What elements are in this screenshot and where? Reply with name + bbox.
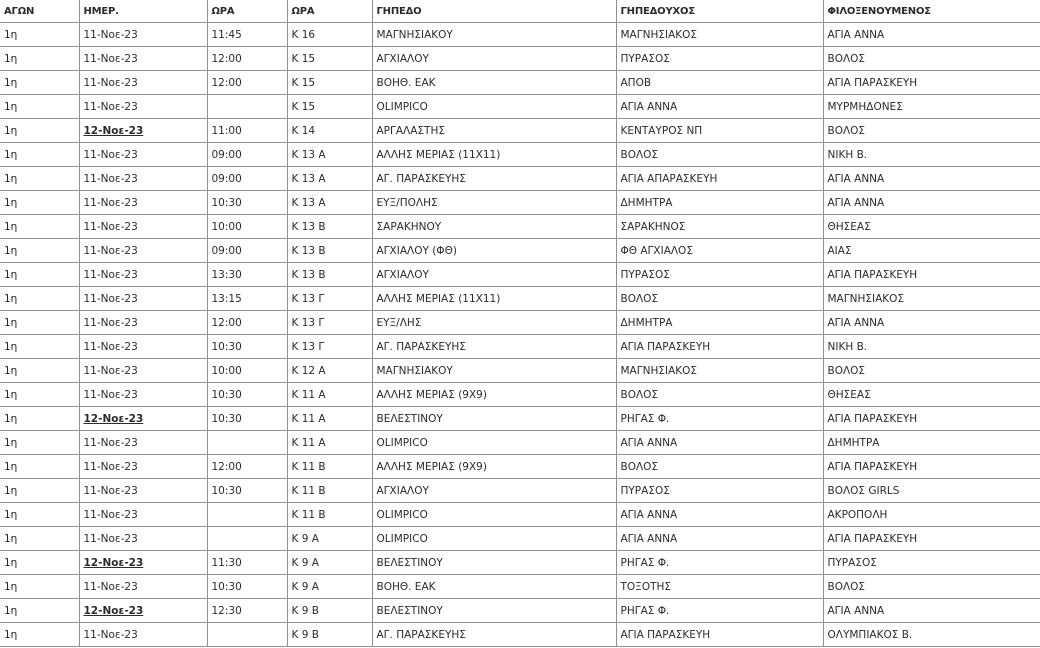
table-row[interactable] <box>0 431 1040 455</box>
date-cell[interactable]: 11-Νοε-23 <box>79 143 207 167</box>
venue-cell[interactable]: ΜΑΓΝΗΣΙΑΚΟΥ <box>372 359 616 383</box>
category-cell[interactable]: Κ 13 Β <box>287 263 372 287</box>
time-cell[interactable]: 11:30 <box>207 551 287 575</box>
category-cell[interactable]: Κ 13 Α <box>287 191 372 215</box>
table-row[interactable] <box>0 191 1040 215</box>
home-team-cell[interactable]: ΔΗΜΗΤΡΑ <box>616 311 823 335</box>
home-team-cell[interactable]: ΤΟΞΟΤΗΣ <box>616 575 823 599</box>
away-team-cell[interactable]: ΝΙΚΗ Β. <box>823 335 1040 359</box>
home-team-cell[interactable]: ΡΗΓΑΣ Φ. <box>616 599 823 623</box>
away-team-cell[interactable]: ΑΓΙΑ ΠΑΡΑΣΚΕΥΗ <box>823 527 1040 551</box>
time-cell[interactable]: 10:00 <box>207 359 287 383</box>
venue-cell[interactable]: ΑΓ. ΠΑΡΑΣΚΕΥΗΣ <box>372 335 616 359</box>
venue-cell[interactable]: ΑΓ. ΠΑΡΑΣΚΕΥΗΣ <box>372 623 616 647</box>
date-cell[interactable]: 12-Νοε-23 <box>79 551 207 575</box>
home-team-cell[interactable]: ΠΥΡΑΣΟΣ <box>616 47 823 71</box>
date-cell[interactable]: 11-Νοε-23 <box>79 359 207 383</box>
table-row[interactable] <box>0 599 1040 623</box>
away-team-cell[interactable]: ΒΟΛΟΣ <box>823 47 1040 71</box>
home-team-cell[interactable]: ΚΕΝΤΑΥΡΟΣ ΝΠ <box>616 119 823 143</box>
category-cell[interactable]: Κ 13 Α <box>287 143 372 167</box>
time-cell[interactable]: 12:00 <box>207 455 287 479</box>
round-cell[interactable]: 1η <box>0 239 79 263</box>
category-cell[interactable]: Κ 15 <box>287 95 372 119</box>
category-cell[interactable]: Κ 15 <box>287 71 372 95</box>
table-row[interactable] <box>0 311 1040 335</box>
header-date: ΗΜΕΡ. <box>79 0 207 23</box>
venue-cell[interactable]: ΑΛΛΗΣ ΜΕΡΙΑΣ (11Χ11) <box>372 287 616 311</box>
table-row[interactable] <box>0 479 1040 503</box>
date-cell[interactable]: 11-Νοε-23 <box>79 335 207 359</box>
date-cell[interactable]: 11-Νοε-23 <box>79 575 207 599</box>
home-team-cell[interactable]: ΒΟΛΟΣ <box>616 143 823 167</box>
table-body <box>0 23 1040 647</box>
table-row[interactable] <box>0 263 1040 287</box>
away-team-cell[interactable]: ΔΗΜΗΤΡΑ <box>823 431 1040 455</box>
away-team-cell[interactable]: ΑΓΙΑ ΑΝΝΑ <box>823 167 1040 191</box>
home-team-cell[interactable]: ΒΟΛΟΣ <box>616 287 823 311</box>
category-cell[interactable]: Κ 11 Α <box>287 407 372 431</box>
category-cell[interactable]: Κ 11 Α <box>287 383 372 407</box>
date-cell[interactable]: 11-Νοε-23 <box>79 383 207 407</box>
table-row[interactable] <box>0 407 1040 431</box>
venue-cell[interactable]: ΒΕΛΕΣΤΙΝΟΥ <box>372 551 616 575</box>
away-team-cell[interactable]: ΑΓΙΑ ΠΑΡΑΣΚΕΥΗ <box>823 455 1040 479</box>
round-cell[interactable]: 1η <box>0 455 79 479</box>
table-row[interactable] <box>0 23 1040 47</box>
home-team-cell[interactable]: ΜΑΓΝΗΣΙΑΚΟΣ <box>616 23 823 47</box>
time-cell[interactable] <box>207 527 287 551</box>
date-cell[interactable]: 11-Νοε-23 <box>79 623 207 647</box>
time-cell[interactable]: 13:15 <box>207 287 287 311</box>
time-cell[interactable] <box>207 95 287 119</box>
home-team-cell[interactable]: ΡΗΓΑΣ Φ. <box>616 551 823 575</box>
home-team-cell[interactable]: ΒΟΛΟΣ <box>616 455 823 479</box>
away-team-cell[interactable]: ΠΥΡΑΣΟΣ <box>823 551 1040 575</box>
away-team-cell[interactable]: ΑΓΙΑ ΑΝΝΑ <box>823 599 1040 623</box>
time-cell[interactable]: 11:00 <box>207 119 287 143</box>
time-cell[interactable]: 13:30 <box>207 263 287 287</box>
header-row <box>0 0 1040 23</box>
date-cell[interactable]: 11-Νοε-23 <box>79 431 207 455</box>
category-cell[interactable]: Κ 13 Α <box>287 167 372 191</box>
table-row[interactable] <box>0 551 1040 575</box>
round-cell[interactable]: 1η <box>0 551 79 575</box>
away-team-cell[interactable]: ΒΟΛΟΣ <box>823 359 1040 383</box>
round-cell[interactable]: 1η <box>0 335 79 359</box>
date-cell[interactable]: 11-Νοε-23 <box>79 479 207 503</box>
home-team-cell[interactable]: ΒΟΛΟΣ <box>616 383 823 407</box>
category-cell[interactable]: Κ 11 Β <box>287 455 372 479</box>
round-cell[interactable]: 1η <box>0 95 79 119</box>
venue-cell[interactable]: ΣΑΡΑΚΗΝΟΥ <box>372 215 616 239</box>
table-row[interactable] <box>0 503 1040 527</box>
category-cell[interactable]: Κ 12 Α <box>287 359 372 383</box>
home-team-cell[interactable]: ΑΓΙΑ ΑΝΝΑ <box>616 431 823 455</box>
table-row[interactable] <box>0 167 1040 191</box>
away-team-cell[interactable]: ΑΓΙΑ ΠΑΡΑΣΚΕΥΗ <box>823 407 1040 431</box>
round-cell[interactable]: 1η <box>0 143 79 167</box>
date-cell[interactable]: 11-Νοε-23 <box>79 71 207 95</box>
away-team-cell[interactable]: ΟΛΥΜΠΙΑΚΟΣ Β. <box>823 623 1040 647</box>
time-cell[interactable] <box>207 503 287 527</box>
away-team-cell[interactable]: ΝΙΚΗ Β. <box>823 143 1040 167</box>
time-cell[interactable]: 09:00 <box>207 239 287 263</box>
round-cell[interactable]: 1η <box>0 191 79 215</box>
time-cell[interactable]: 09:00 <box>207 143 287 167</box>
table-row[interactable] <box>0 383 1040 407</box>
home-team-cell[interactable]: ΣΑΡΑΚΗΝΟΣ <box>616 215 823 239</box>
time-cell[interactable]: 10:30 <box>207 407 287 431</box>
venue-cell[interactable]: ΑΓΧΙΑΛΟΥ <box>372 47 616 71</box>
date-cell[interactable]: 11-Νοε-23 <box>79 191 207 215</box>
table-row[interactable] <box>0 143 1040 167</box>
venue-cell[interactable]: ΑΓΧΙΑΛΟΥ <box>372 263 616 287</box>
table-row[interactable] <box>0 95 1040 119</box>
home-team-cell[interactable]: ΑΓΙΑ ΑΝΝΑ <box>616 95 823 119</box>
round-cell[interactable]: 1η <box>0 599 79 623</box>
away-team-cell[interactable]: ΜΥΡΜΗΔΟΝΕΣ <box>823 95 1040 119</box>
table-row[interactable] <box>0 455 1040 479</box>
table-row[interactable] <box>0 359 1040 383</box>
time-cell[interactable]: 11:45 <box>207 23 287 47</box>
round-cell[interactable]: 1η <box>0 263 79 287</box>
round-cell[interactable]: 1η <box>0 23 79 47</box>
away-team-cell[interactable]: ΑΓΙΑ ΑΝΝΑ <box>823 23 1040 47</box>
away-team-cell[interactable]: ΜΑΓΝΗΣΙΑΚΟΣ <box>823 287 1040 311</box>
home-team-cell[interactable]: ΑΠΟΒ <box>616 71 823 95</box>
date-cell[interactable]: 11-Νοε-23 <box>79 311 207 335</box>
venue-cell[interactable]: ΒΟΗΘ. ΕΑΚ <box>372 575 616 599</box>
date-cell[interactable]: 11-Νοε-23 <box>79 263 207 287</box>
header-home-team: ΓΗΠΕΔΟΥΧΟΣ <box>616 0 823 23</box>
home-team-cell[interactable]: ΦΘ ΑΓΧΙΑΛΟΣ <box>616 239 823 263</box>
round-cell[interactable]: 1η <box>0 287 79 311</box>
venue-cell[interactable]: OLIMPICO <box>372 431 616 455</box>
away-team-cell[interactable]: ΒΟΛΟΣ <box>823 119 1040 143</box>
category-cell[interactable]: Κ 13 Γ <box>287 311 372 335</box>
header-round: ΑΓΩΝ <box>0 0 79 23</box>
round-cell[interactable]: 1η <box>0 167 79 191</box>
home-team-cell[interactable]: ΠΥΡΑΣΟΣ <box>616 479 823 503</box>
date-cell[interactable]: 11-Νοε-23 <box>79 95 207 119</box>
venue-cell[interactable]: ΑΓΧΙΑΛΟΥ <box>372 479 616 503</box>
round-cell[interactable]: 1η <box>0 431 79 455</box>
category-cell[interactable]: Κ 9 Α <box>287 551 372 575</box>
home-team-cell[interactable]: ΑΓΙΑ ΠΑΡΑΣΚΕΥΗ <box>616 335 823 359</box>
venue-cell[interactable]: ΑΛΛΗΣ ΜΕΡΙΑΣ (9Χ9) <box>372 383 616 407</box>
category-cell[interactable]: Κ 9 Β <box>287 599 372 623</box>
table-row[interactable] <box>0 47 1040 71</box>
round-cell[interactable]: 1η <box>0 575 79 599</box>
away-team-cell[interactable]: ΒΟΛΟΣ <box>823 575 1040 599</box>
away-team-cell[interactable]: ΑΓΙΑ ΑΝΝΑ <box>823 191 1040 215</box>
date-cell[interactable]: 11-Νοε-23 <box>79 527 207 551</box>
time-cell[interactable] <box>207 431 287 455</box>
time-cell[interactable]: 10:30 <box>207 191 287 215</box>
venue-cell[interactable]: ΑΓΧΙΑΛΟΥ (ΦΘ) <box>372 239 616 263</box>
venue-cell[interactable]: OLIMPICO <box>372 95 616 119</box>
date-cell[interactable]: 12-Νοε-23 <box>79 599 207 623</box>
category-cell[interactable]: Κ 11 Α <box>287 431 372 455</box>
home-team-cell[interactable]: ΔΗΜΗΤΡΑ <box>616 191 823 215</box>
date-cell[interactable]: 11-Νοε-23 <box>79 167 207 191</box>
table-row[interactable] <box>0 215 1040 239</box>
venue-cell[interactable]: ΑΡΓΑΛΑΣΤΗΣ <box>372 119 616 143</box>
time-cell[interactable]: 10:00 <box>207 215 287 239</box>
table-row[interactable] <box>0 287 1040 311</box>
away-team-cell[interactable]: ΑΓΙΑ ΠΑΡΑΣΚΕΥΗ <box>823 71 1040 95</box>
venue-cell[interactable]: ΜΑΓΝΗΣΙΑΚΟΥ <box>372 23 616 47</box>
venue-cell[interactable]: ΒΕΛΕΣΤΙΝΟΥ <box>372 599 616 623</box>
round-cell[interactable]: 1η <box>0 215 79 239</box>
time-cell[interactable]: 10:30 <box>207 479 287 503</box>
away-team-cell[interactable]: ΑΙΑΣ <box>823 239 1040 263</box>
time-cell[interactable]: 12:30 <box>207 599 287 623</box>
home-team-cell[interactable]: ΡΗΓΑΣ Φ. <box>616 407 823 431</box>
header-venue: ΓΗΠΕΔΟ <box>372 0 616 23</box>
round-cell[interactable]: 1η <box>0 623 79 647</box>
away-team-cell[interactable]: ΘΗΣΕΑΣ <box>823 215 1040 239</box>
date-cell[interactable]: 11-Νοε-23 <box>79 47 207 71</box>
category-cell[interactable]: Κ 11 Β <box>287 479 372 503</box>
time-cell[interactable]: 12:00 <box>207 71 287 95</box>
venue-cell[interactable]: ΒΕΛΕΣΤΙΝΟΥ <box>372 407 616 431</box>
venue-cell[interactable]: ΑΓ. ΠΑΡΑΣΚΕΥΗΣ <box>372 167 616 191</box>
venue-cell[interactable]: OLIMPICO <box>372 527 616 551</box>
category-cell[interactable]: Κ 9 Α <box>287 575 372 599</box>
venue-cell[interactable]: ΕΥΞ/ΠΟΛΗΣ <box>372 191 616 215</box>
header-time: ΩΡΑ <box>207 0 287 23</box>
time-cell[interactable]: 12:00 <box>207 311 287 335</box>
table-row[interactable] <box>0 527 1040 551</box>
date-cell[interactable]: 11-Νοε-23 <box>79 455 207 479</box>
table-row[interactable] <box>0 575 1040 599</box>
time-cell[interactable]: 12:00 <box>207 47 287 71</box>
date-cell[interactable]: 11-Νοε-23 <box>79 23 207 47</box>
category-cell[interactable]: Κ 13 Β <box>287 239 372 263</box>
home-team-cell[interactable]: ΠΥΡΑΣΟΣ <box>616 263 823 287</box>
round-cell[interactable]: 1η <box>0 119 79 143</box>
table-row[interactable] <box>0 119 1040 143</box>
table-row[interactable] <box>0 71 1040 95</box>
time-cell[interactable]: 10:30 <box>207 575 287 599</box>
venue-cell[interactable]: ΑΛΛΗΣ ΜΕΡΙΑΣ (11Χ11) <box>372 143 616 167</box>
time-cell[interactable]: 10:30 <box>207 383 287 407</box>
venue-cell[interactable]: OLIMPICO <box>372 503 616 527</box>
category-cell[interactable]: Κ 13 Γ <box>287 335 372 359</box>
round-cell[interactable]: 1η <box>0 503 79 527</box>
away-team-cell[interactable]: ΒΟΛΟΣ GIRLS <box>823 479 1040 503</box>
round-cell[interactable]: 1η <box>0 479 79 503</box>
venue-cell[interactable]: ΕΥΞ/ΛΗΣ <box>372 311 616 335</box>
time-cell[interactable]: 10:30 <box>207 335 287 359</box>
category-cell[interactable]: Κ 9 Α <box>287 527 372 551</box>
table-row[interactable] <box>0 335 1040 359</box>
time-cell[interactable] <box>207 623 287 647</box>
header-category: ΩΡΑ <box>287 0 372 23</box>
table-row[interactable] <box>0 239 1040 263</box>
category-cell[interactable]: Κ 11 Β <box>287 503 372 527</box>
time-cell[interactable]: 09:00 <box>207 167 287 191</box>
away-team-cell[interactable]: ΘΗΣΕΑΣ <box>823 383 1040 407</box>
home-team-cell[interactable]: ΜΑΓΝΗΣΙΑΚΟΣ <box>616 359 823 383</box>
header-away-team: ΦΙΛΟΞΕΝΟΥΜΕΝΟΣ <box>823 0 1040 23</box>
round-cell[interactable]: 1η <box>0 407 79 431</box>
away-team-cell[interactable]: ΑΚΡΟΠΟΛΗ <box>823 503 1040 527</box>
away-team-cell[interactable]: ΑΓΙΑ ΑΝΝΑ <box>823 311 1040 335</box>
home-team-cell[interactable]: ΑΓΙΑ ΑΝΝΑ <box>616 503 823 527</box>
table-row[interactable] <box>0 623 1040 647</box>
date-cell[interactable]: 11-Νοε-23 <box>79 287 207 311</box>
table-header <box>0 0 1040 23</box>
away-team-cell[interactable]: ΑΓΙΑ ΠΑΡΑΣΚΕΥΗ <box>823 263 1040 287</box>
round-cell[interactable]: 1η <box>0 359 79 383</box>
category-cell[interactable]: Κ 9 Β <box>287 623 372 647</box>
venue-cell[interactable]: ΒΟΗΘ. ΕΑΚ <box>372 71 616 95</box>
home-team-cell[interactable]: ΑΓΙΑ ΠΑΡΑΣΚΕΥΗ <box>616 623 823 647</box>
date-cell[interactable]: 11-Νοε-23 <box>79 503 207 527</box>
round-cell[interactable]: 1η <box>0 527 79 551</box>
home-team-cell[interactable]: ΑΓΙΑ ΑΝΝΑ <box>616 527 823 551</box>
venue-cell[interactable]: ΑΛΛΗΣ ΜΕΡΙΑΣ (9Χ9) <box>372 455 616 479</box>
date-cell[interactable]: 12-Νοε-23 <box>79 119 207 143</box>
category-cell[interactable]: Κ 16 <box>287 23 372 47</box>
home-team-cell[interactable]: ΑΓΙΑ ΑΠΑΡΑΣΚΕΥΗ <box>616 167 823 191</box>
round-cell[interactable]: 1η <box>0 71 79 95</box>
date-cell[interactable]: 11-Νοε-23 <box>79 239 207 263</box>
round-cell[interactable]: 1η <box>0 383 79 407</box>
category-cell[interactable]: Κ 14 <box>287 119 372 143</box>
category-cell[interactable]: Κ 15 <box>287 47 372 71</box>
category-cell[interactable]: Κ 13 Β <box>287 215 372 239</box>
date-cell[interactable]: 11-Νοε-23 <box>79 215 207 239</box>
round-cell[interactable]: 1η <box>0 311 79 335</box>
round-cell[interactable]: 1η <box>0 47 79 71</box>
category-cell[interactable]: Κ 13 Γ <box>287 287 372 311</box>
date-cell[interactable]: 12-Νοε-23 <box>79 407 207 431</box>
